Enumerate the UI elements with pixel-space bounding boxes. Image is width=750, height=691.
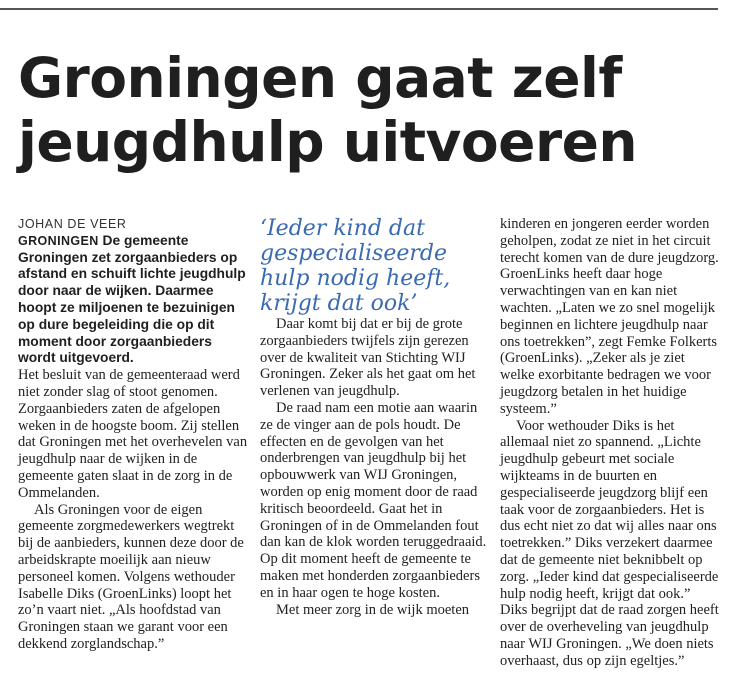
column-3 — [500, 216, 720, 670]
headline: Groningen gaat zelf jeugdhulp uitvoeren — [18, 46, 638, 174]
top-rule — [0, 8, 718, 10]
dateline: GRONINGEN — [18, 233, 99, 248]
column-1 — [18, 216, 250, 653]
pull-quote: ‘Ieder kind dat gespecialiseerde hulp nodig heeft, krijgt dat ook’ — [260, 216, 451, 316]
body-paragraph: Voor wethouder Diks is het allemaal niet zo spannend. „Lichte jeugdhulp gebeurt met sociale wijkteams in de buurten en gespecialiseerde jeugdzorg blijf een taak voor de zorgaanbieders. Het is dus echt niet zo dat wij alles naar ons toetrekken.” Diks verzekert daarmee dat de gemeente niet beknibbelt op zorg. „Ieder kind dat gespecialiseerde hulp nodig heeft, krijgt dat ook.” Diks begrijpt dat de raad zorgen heeft over de overheveling van jeugdhulp naar WIJ Groningen. „We doen niets overhaast, dus op zijn egeltjes.” — [500, 417, 719, 669]
body-paragraph: De raad nam een motie aan waarin ze de vinger aan de pols houdt. De effecten en de gevolgen van het onderbrengen van jeugdhulp bij het opbouwwerk van WIJ Groningen, worden op enig moment door de raad kritisch beoordeeld. Gaat het in Groningen of in de Ommelanden fout dan kan de klok worden teruggedraaid. Op dit moment heeft de gemeente te maken met honderden zorgaanbieders en in haar ogen te hoge kosten. — [260, 399, 487, 601]
lead-paragraph — [18, 233, 250, 367]
byline: JOHAN DE VEER — [18, 217, 127, 231]
column-2 — [260, 216, 490, 618]
body-paragraph: kinderen en jongeren eerder worden geholpen, zodat ze niet in het circuit terecht komen van de dure jeugdzorg. GroenLinks heeft daar hoge verwachtingen van en kan niet wachten. „Laten we zo snel mogelijk beginnen en lichtere jeugdhulp naar ons toetrekken”, zegt Femke Folkerts (GroenLinks). „Zeker als je ziet welke exorbitante bedragen we voor jeugdzorg betalen in het huidige systeem.” — [500, 216, 719, 417]
body-paragraph: Met meer zorg in de wijk moeten — [276, 601, 470, 618]
body-paragraph: Het besluit van de gemeenteraad werd niet zonder slag of stoot genomen. Zorgaanbieders zaten de afgelopen weken in de hoogste boom. Zij stellen dat Groningen met het overhevelen van jeugdhulp naar de wijken in de gemeente gaten slaat in de zorg in de Ommelanden. — [18, 367, 248, 501]
body-paragraph: Als Groningen voor de eigen gemeente zorgmedewerkers wegtrekt bij de aanbieders, kunnen deze door de arbeidskrapte moeilijk aan nieuw personeel komen. Volgens wethouder Isabelle Diks (GroenLinks) loopt het zo’n vaart niet. „Als hoofdstad van Groningen staan we garant voor een dekkend zorglandschap.” — [18, 501, 244, 652]
body-paragraph: Daar komt bij dat er bij de grote zorgaanbieders twijfels zijn gerezen over de kwaliteit van Stichting WIJ Groningen. Zeker als het gaat om het verlenen van jeugdhulp. — [260, 316, 476, 400]
lead-text: De gemeente Groningen zet zorgaanbieders op afstand en schuift lichte jeugdhulp door naar de wijken. Daarmee hoopt ze miljoenen te bezuinigen op dure begeleiding die op dit moment door zorgaanbieders wordt uitgevoerd. — [18, 232, 246, 366]
